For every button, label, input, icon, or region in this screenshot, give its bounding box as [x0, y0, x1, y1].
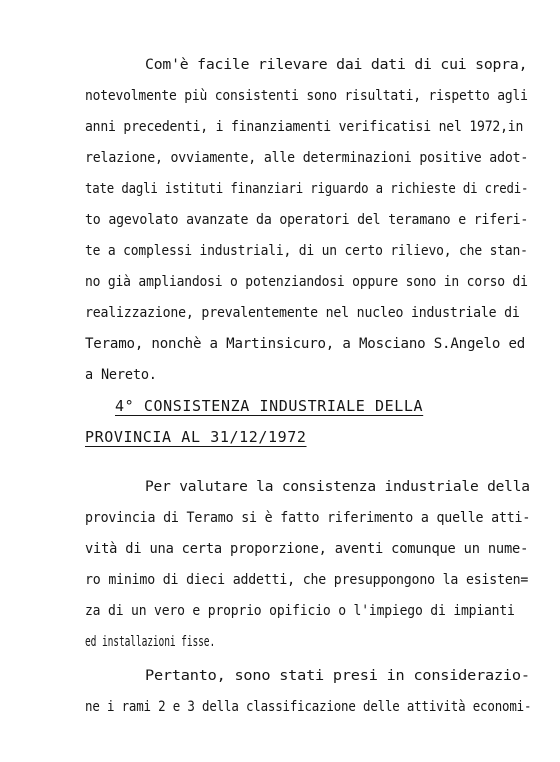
paragraph-2-line-3: vità di una certa proporzione, aventi comunque un nume-	[85, 541, 529, 557]
paragraph-3-line-2: ne i rami 2 e 3 della classificazione delle attività economi-	[85, 699, 532, 715]
paragraph-1-line-7: te a complessi industriali, di un certo rilievo, che stan-	[85, 243, 528, 259]
paragraph-3-line-1: Pertanto, sono stati presi in considerazio-	[145, 668, 530, 684]
section-heading-line-2: PROVINCIA AL 31/12/1972	[85, 428, 307, 446]
paragraph-1-line-4: relazione, ovviamente, alle determinazioni positive adot-	[85, 150, 529, 166]
paragraph-1-line-3: anni precedenti, i finanziamenti verificatisi nel 1972,in	[85, 119, 524, 135]
paragraph-2-line-5: za di un vero e proprio opificio o l'impiego di impianti	[85, 603, 515, 619]
paragraph-2-line-1: Per valutare la consistenza industriale della	[145, 479, 530, 495]
paragraph-2-line-2: provincia di Teramo si è fatto riferimento a quelle atti-	[85, 510, 531, 526]
paragraph-1-line-2: notevolmente più consistenti sono risultati, rispetto agli	[85, 88, 528, 104]
paragraph-2-line-4: ro minimo di dieci addetti, che presuppongono la esisten=	[85, 572, 529, 588]
paragraph-1-line-11: a Nereto.	[85, 367, 157, 383]
paragraph-1-line-1: Com'è facile rilevare dai dati di cui sopra,	[145, 57, 528, 73]
paragraph-1-line-10: Teramo, nonchè a Martinsicuro, a Mosciano S.Angelo ed	[85, 336, 526, 352]
paragraph-1-line-8: no già ampliandosi o potenziandosi oppure sono in corso di	[85, 274, 528, 290]
paragraph-1-line-5: tate dagli istituti finanziari riguardo a richieste di credi-	[85, 181, 529, 197]
paragraph-1-line-9: realizzazione, prevalentemente nel nucleo industriale di	[85, 305, 520, 321]
section-heading-line-1: 4° CONSISTENZA INDUSTRIALE DELLA	[115, 397, 424, 415]
paragraph-2-line-6: ed installazioni fisse.	[85, 634, 216, 650]
paragraph-1-line-6: to agevolato avanzate da operatori del teramano e riferi-	[85, 212, 529, 228]
